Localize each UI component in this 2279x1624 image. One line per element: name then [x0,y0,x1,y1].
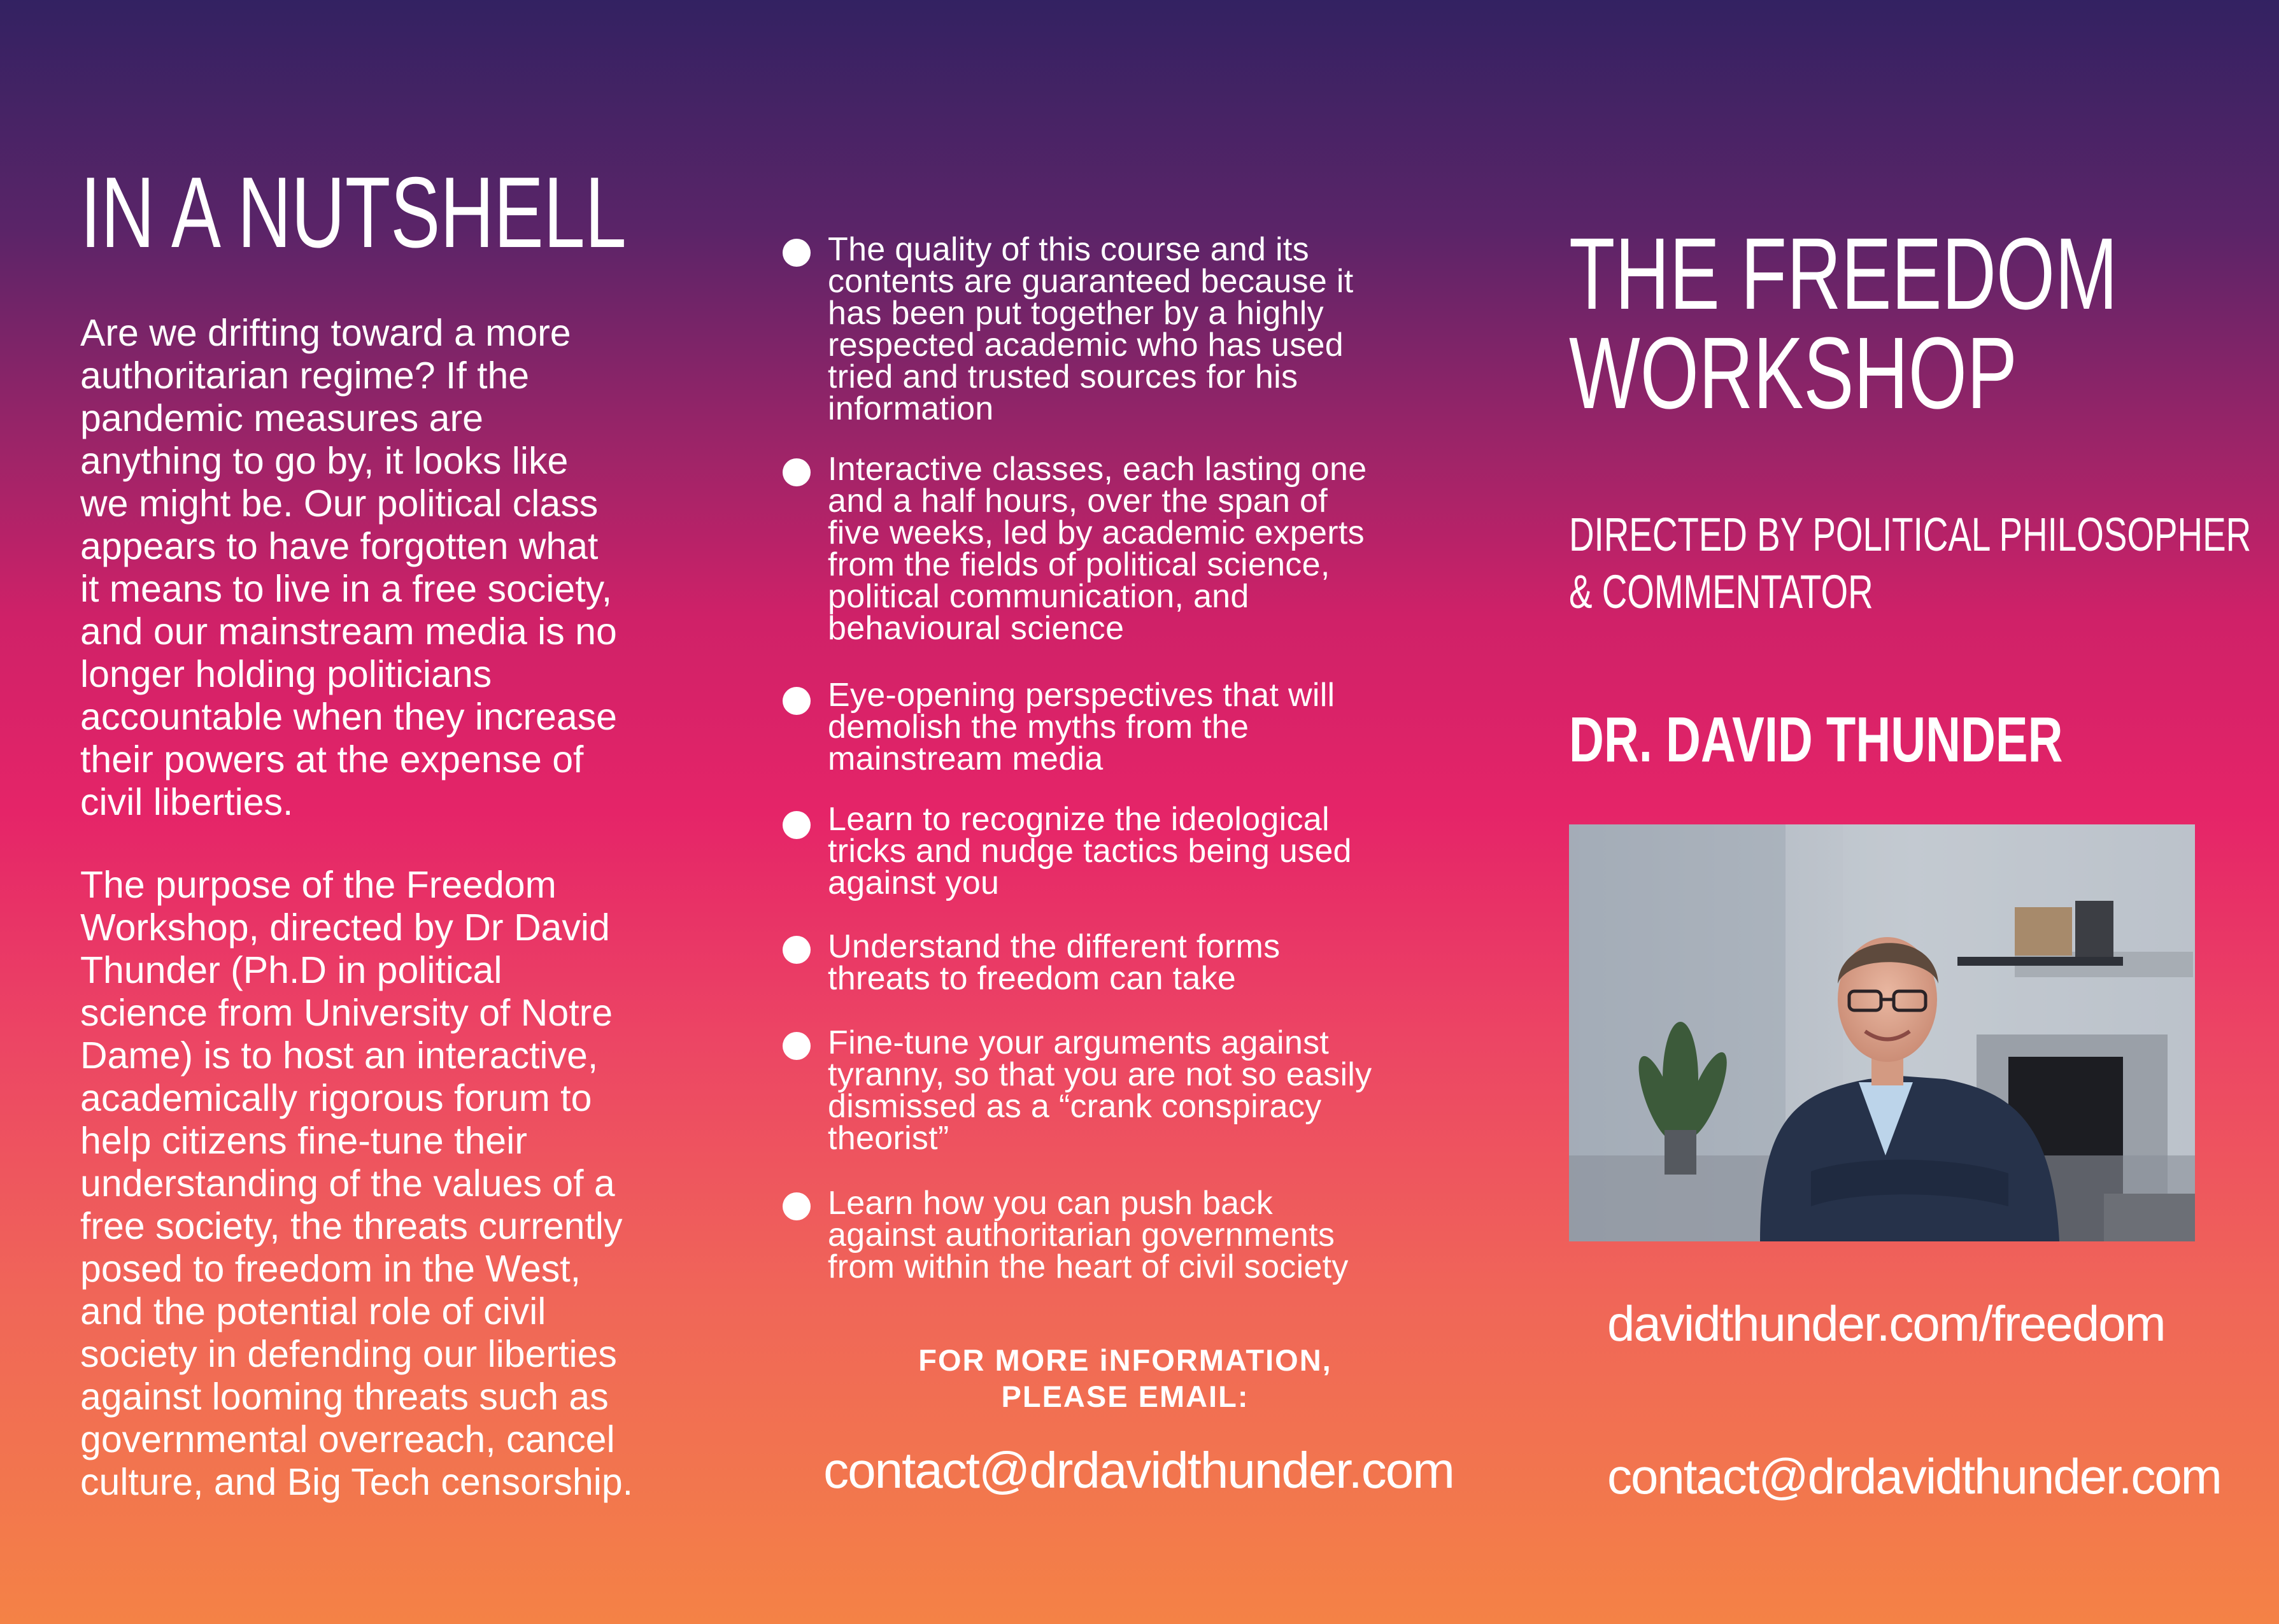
website-link[interactable]: davidthunder.com/freedom [1607,1296,2165,1352]
text-line: mainstream media [828,740,1104,777]
text-line: threats to freedom can take [828,960,1237,997]
benefit-text [828,451,1367,647]
bullet-icon [783,811,811,839]
text-line: Thunder (Ph.D in political [80,949,502,991]
text-line: posed to freedom in the West, [80,1248,581,1290]
director-photo [1569,824,2195,1241]
text-line: information [828,390,994,427]
benefit-text [828,1187,1349,1283]
benefit-text [828,231,1354,427]
text-line: governmental overreach, cancel [80,1418,615,1460]
purpose-paragraph [80,864,633,1504]
text-line: their powers at the expense of [80,738,584,780]
benefit-text [828,679,1335,775]
text-line: civil liberties. [80,781,294,823]
director-description [1569,506,2251,621]
text-line: society in defending our liberties [80,1333,617,1375]
text-line: from within the heart of civil society [828,1248,1349,1285]
text-line: has been put together by a highly [828,295,1324,332]
section-title: IN A NUTSHELL [80,157,627,269]
text-line: against you [828,865,1000,901]
text-line: theorist” [828,1120,949,1157]
text-line: Workshop, directed by Dr David [80,907,610,949]
intro-paragraph [80,312,617,824]
bullet-icon [783,1192,811,1220]
text-line: and our mainstream media is no [80,611,617,653]
text-line: and the potential role of civil [80,1290,546,1332]
text-line: Fine-tune your arguments against [828,1024,1330,1061]
text-line: culture, and Big Tech censorship. [80,1461,634,1503]
bullet-icon [783,936,811,964]
text-line: tried and trusted sources for his [828,358,1298,395]
text-line: longer holding politicians [80,653,492,695]
bullet-icon [783,687,811,715]
text-line: help citizens fine-tune their [80,1120,527,1162]
text-line: Dame) is to host an interactive, [80,1034,599,1077]
text-line: demolish the myths from the [828,709,1249,745]
text-line: The quality of this course and its [828,231,1309,268]
workshop-title-line: WORKSHOP [1569,316,2017,430]
benefit-text [828,803,1352,899]
contact-email-link[interactable]: contact@drdavidthunder.com [1607,1448,2221,1504]
text-line: Interactive classes, each lasting one [828,451,1367,488]
text-line: academically rigorous forum to [80,1077,592,1119]
bullet-icon [783,1032,811,1060]
text-line: and a half hours, over the span of [828,483,1328,519]
text-line: pandemic measures are [80,397,483,439]
text-line: from the fields of political science, [828,546,1330,583]
text-line: political communication, and [828,578,1249,615]
text-line: respected academic who has used [828,327,1344,364]
text-line: Learn to recognize the ideological [828,801,1330,838]
text-line: five weeks, led by academic experts [828,514,1365,551]
bullet-icon [783,458,811,486]
more-info-label [780,1342,1470,1415]
text-line: authoritarian regime? If the [80,355,530,397]
text-line: accountable when they increase [80,696,617,738]
director-description-line: & COMMENTATOR [1569,565,1873,618]
text-line: tricks and nudge tactics being used [828,833,1352,870]
text-line: tyranny, so that you are not so easily [828,1056,1372,1093]
text-line: we might be. Our political class [80,483,599,525]
text-line: Learn how you can push back [828,1185,1274,1222]
contact-email-link[interactable]: contact@drdavidthunder.com [823,1442,1454,1499]
text-line: understanding of the values of a [80,1162,615,1204]
more-info-line: FOR MORE iNFORMATION, [918,1343,1332,1377]
text-line: against authoritarian governments [828,1217,1335,1253]
workshop-title [1569,216,2118,430]
text-line: against looming threats such as [80,1376,609,1418]
text-line: it means to live in a free society, [80,568,613,610]
text-line: Are we drifting toward a more [80,312,571,354]
text-line: behavioural science [828,610,1125,647]
text-line: anything to go by, it looks like [80,440,569,482]
text-line: contents are guaranteed because it [828,263,1354,300]
text-line: appears to have forgotten what [80,525,599,567]
workshop-title-line: THE FREEDOM [1569,216,2118,330]
benefit-text [828,1024,1372,1157]
text-line: Eye-opening perspectives that will [828,677,1335,714]
director-name: DR. DAVID THUNDER [1569,704,2063,775]
text-line: free society, the threats currently [80,1205,623,1247]
text-line: Understand the different forms [828,928,1281,965]
director-description-line: DIRECTED BY POLITICAL PHILOSOPHER [1569,508,2252,561]
text-line: dismissed as a “crank conspiracy [828,1088,1322,1125]
benefit-text [828,928,1281,997]
text-line: science from University of Notre [80,992,613,1034]
email-prompt: PLEASE EMAIL: [1001,1380,1249,1413]
bullet-icon [783,239,811,267]
text-line: The purpose of the Freedom [80,864,557,906]
